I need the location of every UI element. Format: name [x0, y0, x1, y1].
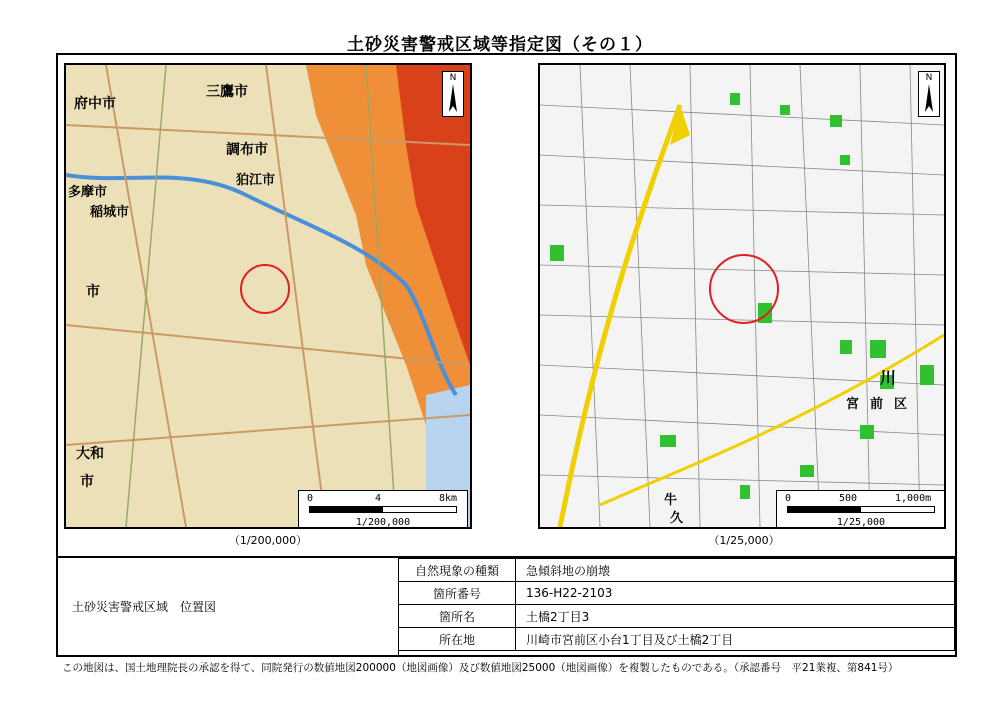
table-row — [399, 559, 955, 582]
place-label: 稲城市 — [90, 205, 130, 220]
place-label: 牛 — [664, 493, 678, 508]
place-label: 市 — [86, 284, 100, 300]
table-value: 急傾斜地の崩壊 — [516, 559, 955, 582]
table-row — [399, 582, 955, 605]
place-label: 川 — [880, 368, 897, 387]
detail-map-graphic — [540, 65, 944, 527]
north-arrow-icon: N — [442, 71, 464, 117]
info-table — [398, 558, 955, 651]
place-label: 市 — [80, 474, 94, 490]
table-row — [399, 628, 955, 651]
scale-bar: 0 4 8km 1/200,000 — [298, 490, 468, 529]
location-map-overview[interactable] — [64, 63, 472, 529]
page-title: 土砂災害警戒区域等指定図（その１） — [347, 35, 653, 55]
place-label: 久 — [670, 511, 684, 526]
place-label: 狛江市 — [236, 173, 276, 188]
scale-caption-left: （1/200,000） — [228, 534, 308, 547]
location-map-detail[interactable] — [538, 63, 946, 529]
table-value: 土橋2丁目3 — [516, 605, 955, 628]
table-row — [399, 605, 955, 628]
overview-map-graphic — [66, 65, 470, 527]
info-left-panel — [58, 558, 399, 655]
scale-bar: 0 500 1,000m 1/25,000 — [776, 490, 946, 529]
scale-caption-right: （1/25,000） — [708, 534, 780, 547]
place-label: 宮 — [846, 397, 860, 412]
table-key: 箇所名 — [399, 605, 516, 628]
table-key: 自然現象の種類 — [399, 559, 516, 582]
place-label: 多摩市 — [68, 185, 108, 200]
map-type-label: 土砂災害警戒区域 位置図 — [72, 600, 217, 614]
place-label: 調布市 — [226, 142, 268, 158]
table-key: 所在地 — [399, 628, 516, 651]
place-label: 区 — [894, 397, 908, 412]
table-key: 箇所番号 — [399, 582, 516, 605]
north-arrow-icon: N — [918, 71, 940, 117]
table-value: 136-H22-2103 — [516, 582, 955, 605]
table-value: 川崎市宮前区小台1丁目及び土橋2丁目 — [516, 628, 955, 651]
copyright-footer: この地図は、国土地理院長の承認を得て、同院発行の数値地図200000（地図画像）及び数値地図25000（地図画像）を複製したものである。（承認番号 平21業複、第841号） — [62, 662, 899, 674]
place-label: 大和 — [76, 446, 104, 462]
place-label: 府中市 — [74, 96, 116, 112]
place-label: 前 — [870, 397, 884, 412]
place-label: 三鷹市 — [206, 84, 248, 100]
